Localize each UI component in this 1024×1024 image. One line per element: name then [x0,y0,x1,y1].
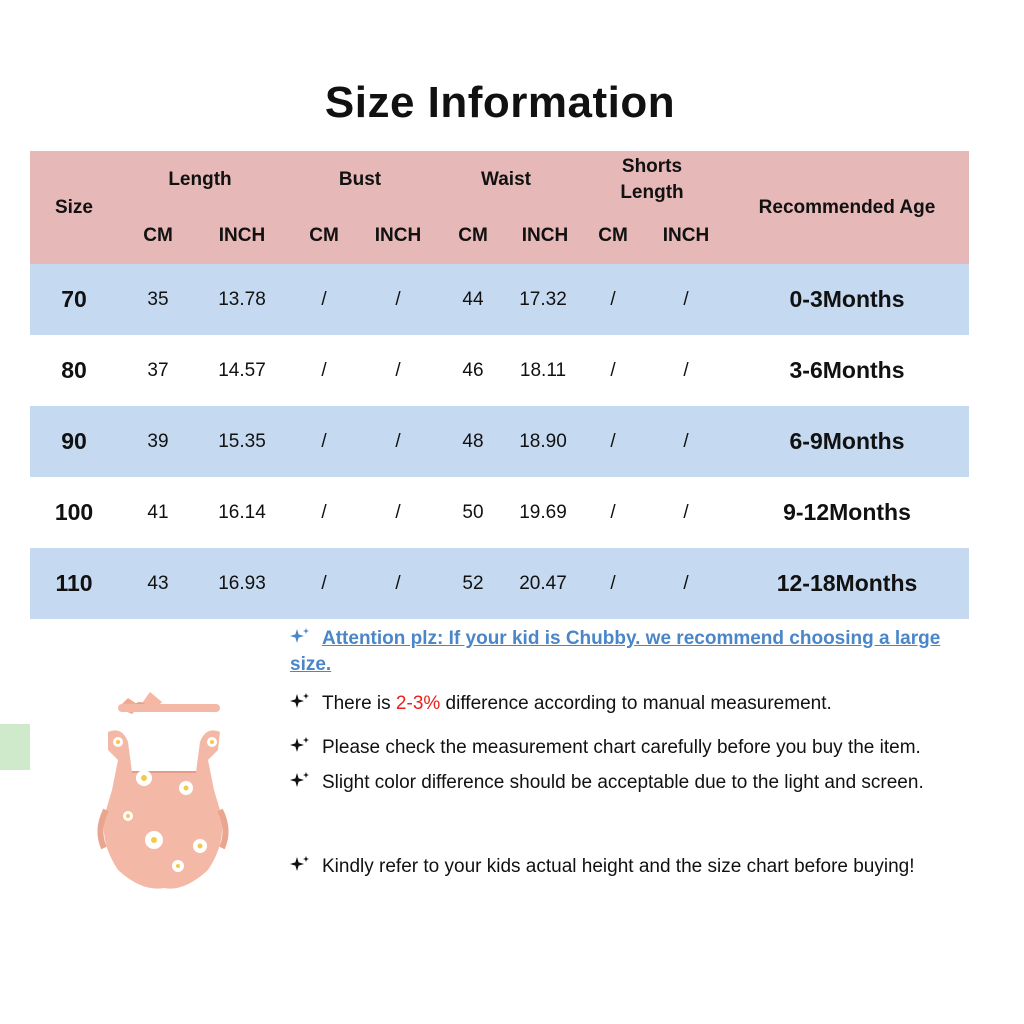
cell-shorts-inch: / [683,289,689,310]
cell-waist-cm: 48 [462,431,484,452]
sparkle-icon [290,737,312,755]
cell-shorts-inch: / [683,431,689,452]
cell-bust-inch: / [395,573,401,594]
cell-size: 100 [54,499,94,525]
sparkle-icon [290,693,312,711]
cell-length-inch: 14.57 [218,360,266,381]
cell-shorts-cm: / [610,289,616,310]
note-check [290,735,970,761]
header-size: Size [54,197,94,218]
difference-value: 2-3% [395,693,441,714]
header-shorts-inch: INCH [662,225,710,246]
cell-waist-inch: 18.11 [519,360,567,381]
difference-text-after: difference according to manual measurement. [440,693,832,714]
header-waist-inch: INCH [521,225,569,246]
romper-image [88,680,238,900]
note-refer [290,854,970,880]
cell-age: 6-9Months [789,428,905,454]
cell-waist-inch: 17.32 [519,289,567,310]
table-row [30,335,969,406]
cell-shorts-cm: / [610,573,616,594]
cell-age: 9-12Months [783,499,911,525]
table-header [30,151,969,264]
cell-bust-cm: / [321,502,327,523]
cell-waist-cm: 46 [462,360,484,381]
cell-age: 3-6Months [789,357,905,383]
sparkle-icon [290,772,312,790]
header-length: Length [168,169,232,190]
cell-size: 110 [55,570,93,596]
cell-waist-cm: 44 [462,289,484,310]
cell-shorts-inch: / [683,573,689,594]
refer-text: Kindly refer to your kids actual height and the size chart before buying! [322,856,915,877]
side-accent [0,724,30,770]
cell-shorts-cm: / [610,360,616,381]
cell-length-inch: 16.14 [218,502,266,523]
cell-waist-cm: 50 [462,502,484,523]
cell-length-inch: 16.93 [218,573,266,594]
cell-shorts-inch: / [683,360,689,381]
table-row [30,477,969,548]
cell-bust-cm: / [321,431,327,452]
cell-length-cm: 39 [147,431,169,452]
header-waist-cm: CM [458,225,488,246]
attention-text: Attention plz: If your kid is Chubby. we recommend choosing a large size. [290,628,941,675]
cell-bust-inch: / [395,360,401,381]
difference-text-before: There is [322,693,396,714]
header-shorts-line1: Shorts [621,156,683,177]
header-age: Recommended Age [758,197,936,218]
header-shorts-line2: Length [620,182,684,203]
cell-bust-inch: / [395,431,401,452]
header-bust: Bust [338,169,382,190]
header-shorts-cm: CM [598,225,628,246]
note-attention [290,626,970,678]
check-text: Please check the measurement chart carefully before you buy the item. [322,737,921,758]
cell-waist-cm: 52 [462,573,484,594]
header-length-cm: CM [143,225,173,246]
cell-bust-cm: / [321,289,327,310]
cell-length-cm: 43 [147,573,169,594]
cell-waist-inch: 18.90 [519,431,567,452]
table-row [30,548,969,619]
table-row [30,406,969,477]
cell-shorts-cm: / [610,502,616,523]
note-color [290,770,970,796]
cell-bust-inch: / [395,502,401,523]
header-bust-inch: INCH [374,225,422,246]
sparkle-icon [290,856,312,874]
cell-shorts-inch: / [683,502,689,523]
cell-shorts-cm: / [610,431,616,452]
header-waist: Waist [481,169,531,190]
cell-bust-cm: / [321,573,327,594]
color-text: Slight color difference should be acceptable due to the light and screen. [322,772,924,793]
cell-age: 0-3Months [789,286,905,312]
header-bust-cm: CM [309,225,339,246]
cell-length-inch: 13.78 [218,289,266,310]
cell-waist-inch: 19.69 [519,502,567,523]
table-row [30,264,969,335]
cell-age: 12-18Months [776,570,918,596]
cell-length-inch: 15.35 [218,431,266,452]
cell-size: 90 [61,428,87,454]
sparkle-icon [290,628,312,646]
cell-length-cm: 37 [147,360,169,381]
size-table [30,151,969,619]
cell-waist-inch: 20.47 [519,573,567,594]
headband [118,692,220,714]
cell-size: 70 [61,286,87,312]
cell-length-cm: 41 [147,502,169,523]
romper-body [100,730,225,888]
header-length-inch: INCH [218,225,266,246]
cell-size: 80 [61,357,87,383]
cell-bust-inch: / [395,289,401,310]
note-difference [290,691,970,717]
cell-length-cm: 35 [147,289,169,310]
cell-bust-cm: / [321,360,327,381]
page-title: Size Information [324,78,676,127]
